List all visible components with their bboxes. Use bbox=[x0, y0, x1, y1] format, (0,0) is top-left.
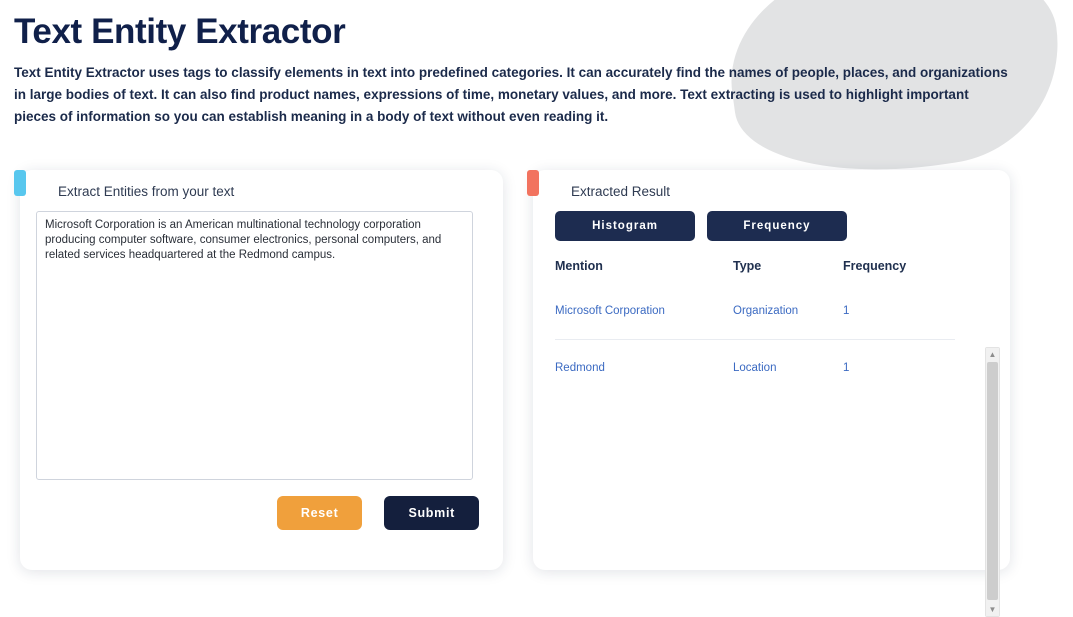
page-header bbox=[0, 0, 1030, 128]
tab-histogram[interactable]: Histogram bbox=[555, 211, 695, 241]
cell-mention: Microsoft Corporation bbox=[555, 283, 733, 340]
reset-button[interactable]: Reset bbox=[277, 496, 363, 530]
page-description: Text Entity Extractor uses tags to classify elements in text into predefined categories. It can accurately find the names of people, places, and organizations in large bodies of text. It can also find product names, expressions of time, monetary values, and more. Text extracting is used to highlight important pieces of information so you can establish meaning in a body of text without even reading it. bbox=[14, 65, 1008, 124]
results-scrollbar[interactable] bbox=[985, 347, 1000, 617]
scroll-down-icon[interactable]: ▼ bbox=[986, 603, 999, 616]
table-row bbox=[555, 283, 955, 340]
input-card bbox=[20, 170, 503, 570]
column-header-mention: Mention bbox=[555, 258, 603, 273]
column-header-frequency: Frequency bbox=[843, 258, 907, 273]
text-input-area[interactable] bbox=[36, 211, 473, 480]
cell-frequency: 1 bbox=[843, 283, 955, 340]
action-buttons bbox=[36, 496, 487, 530]
input-card-title: Extract Entities from your text bbox=[58, 183, 235, 199]
result-tabs bbox=[555, 211, 1000, 241]
result-table-area bbox=[549, 255, 1000, 614]
input-card-accent bbox=[14, 170, 26, 196]
table-header-row bbox=[555, 255, 955, 283]
input-card-header bbox=[36, 184, 487, 199]
column-header-type: Type bbox=[733, 258, 762, 273]
result-card bbox=[533, 170, 1010, 614]
result-card-accent bbox=[527, 170, 539, 196]
cell-frequency: 1 bbox=[843, 361, 850, 374]
table-row bbox=[555, 339, 955, 396]
scroll-up-icon[interactable]: ▲ bbox=[986, 348, 999, 361]
tab-frequency[interactable]: Frequency bbox=[707, 211, 847, 241]
cell-mention: Redmond bbox=[555, 361, 605, 374]
result-card-header bbox=[549, 184, 1000, 199]
page-title: Text Entity Extractor bbox=[14, 12, 346, 51]
result-card-title: Extracted Result bbox=[571, 183, 671, 199]
results-table bbox=[555, 255, 955, 396]
cell-type: Organization bbox=[733, 283, 843, 340]
cell-type: Location bbox=[733, 361, 777, 374]
panels-container bbox=[0, 170, 1030, 614]
scrollbar-thumb[interactable] bbox=[987, 362, 998, 600]
submit-button[interactable]: Submit bbox=[384, 496, 479, 530]
